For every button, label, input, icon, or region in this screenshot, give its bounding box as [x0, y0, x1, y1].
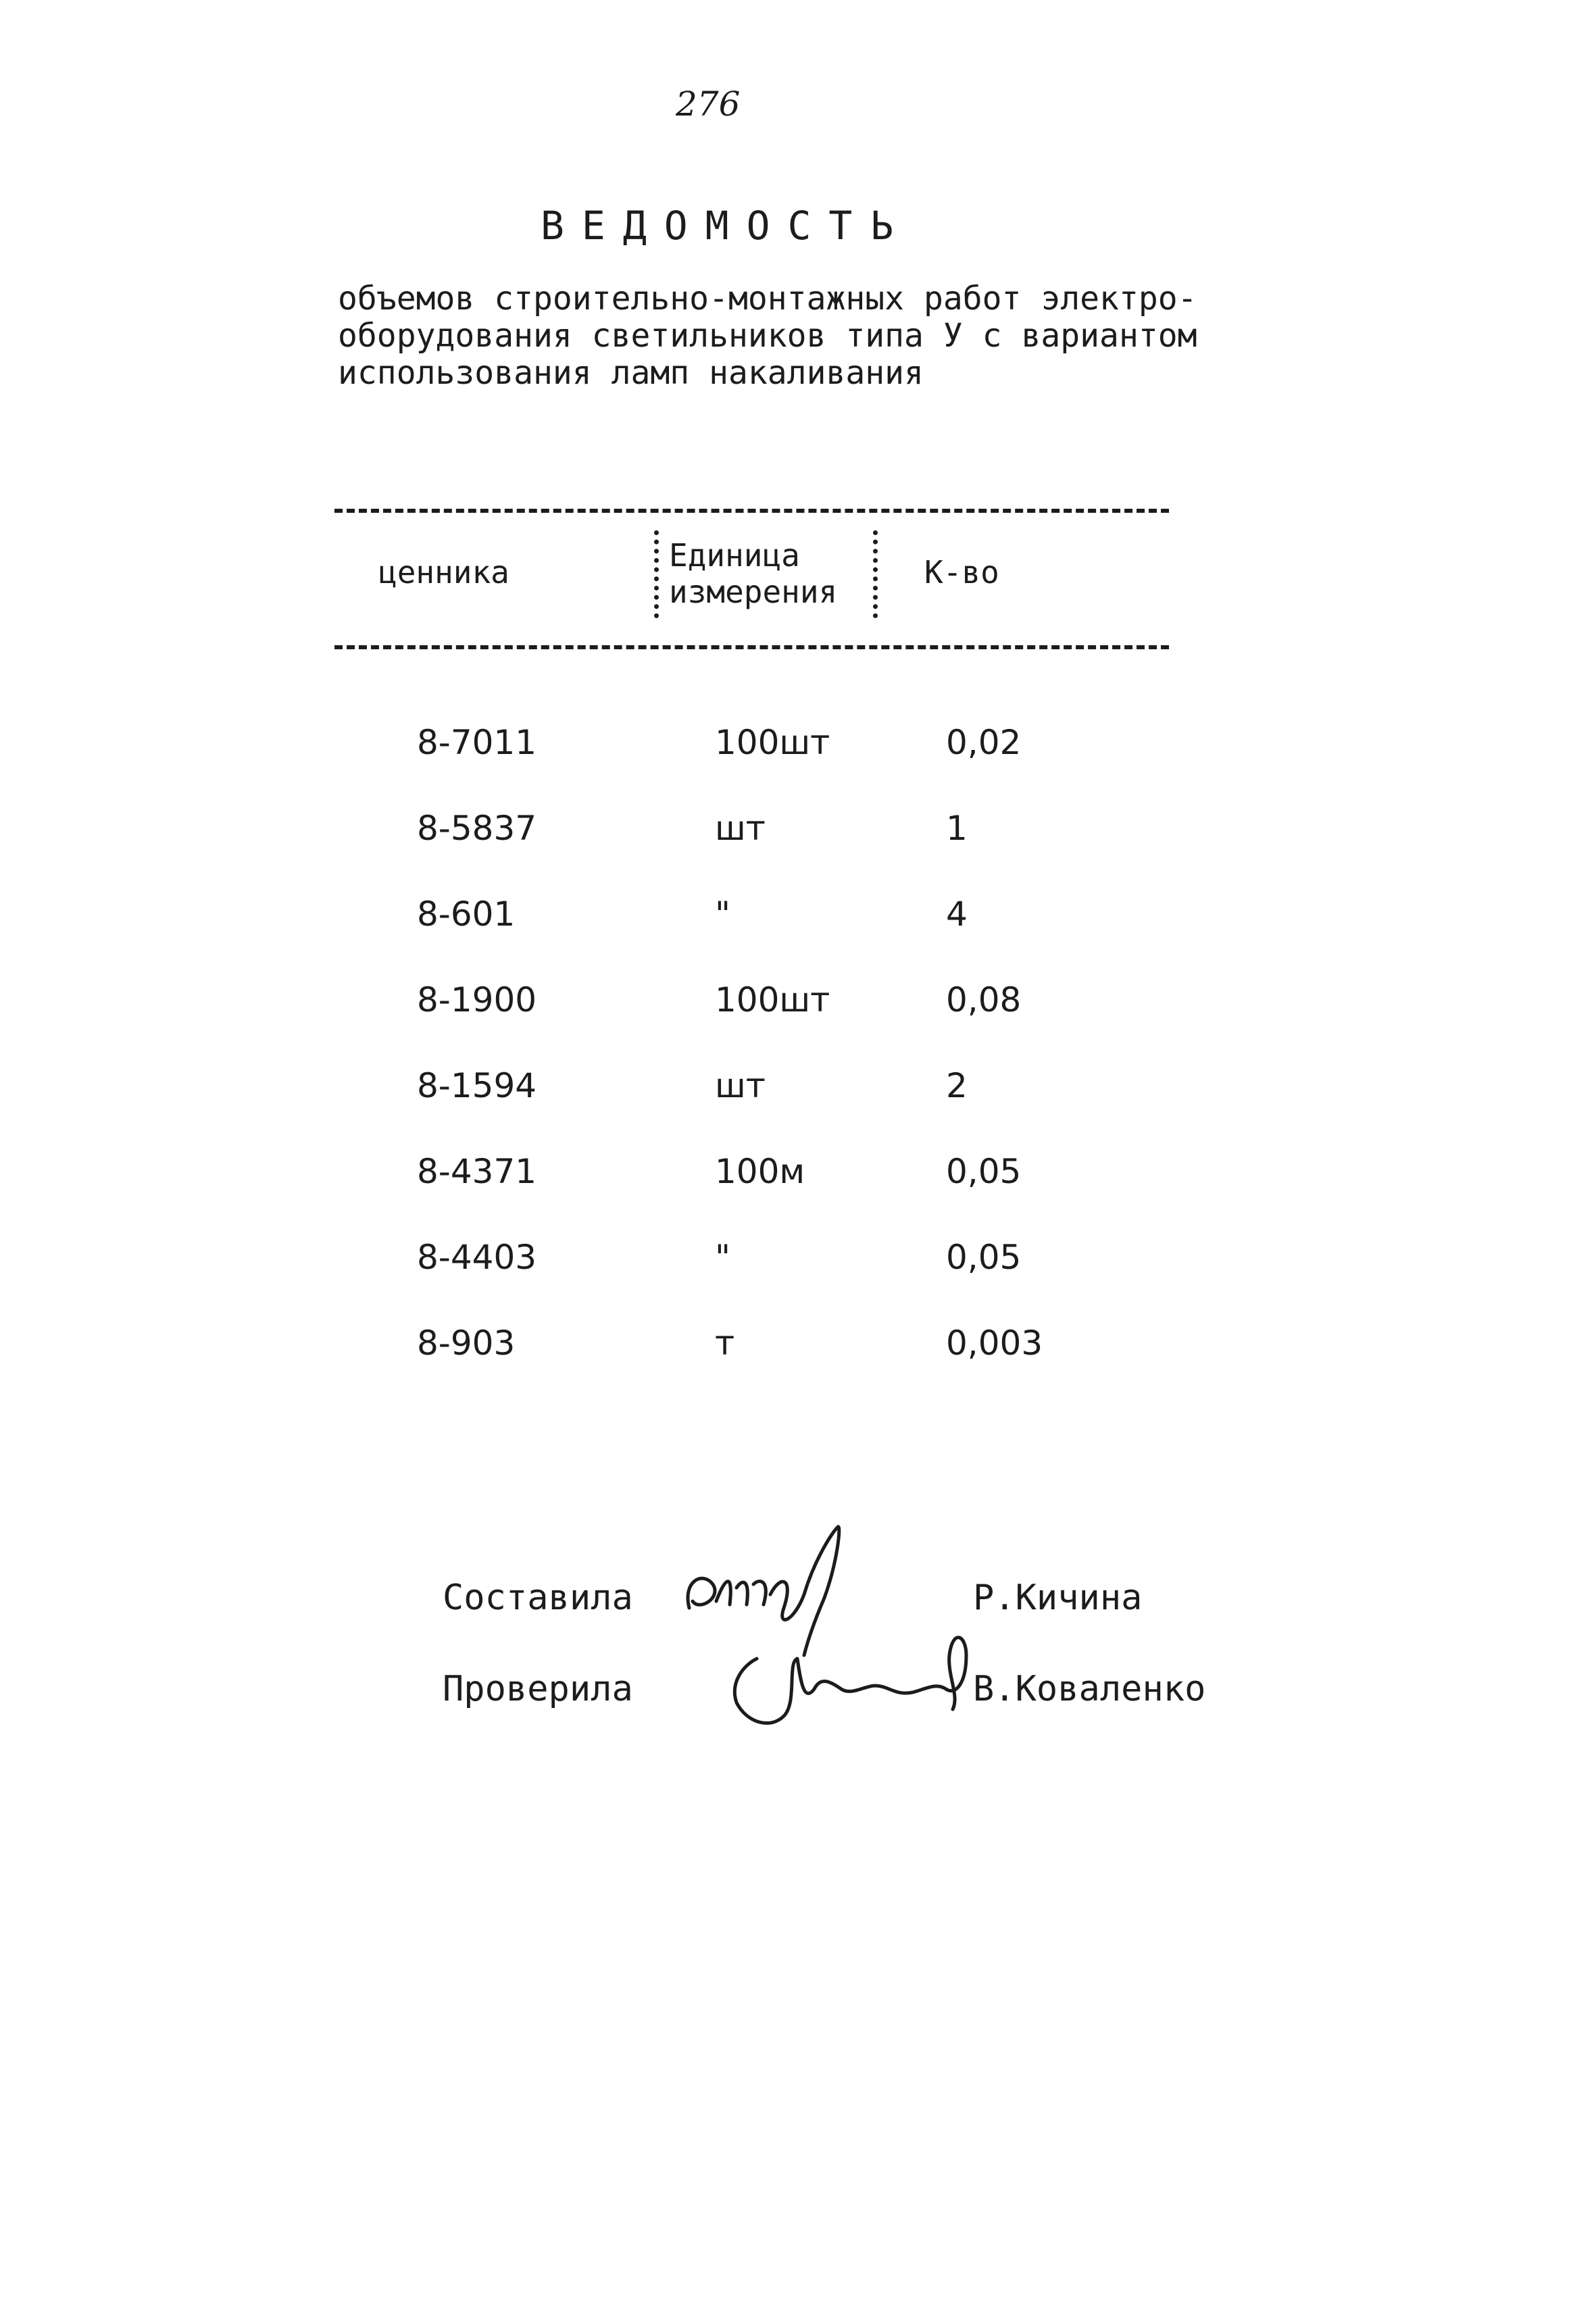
quantity: 0,05	[946, 1152, 1022, 1191]
unit-of-measure: шт	[715, 1066, 766, 1105]
document-subtitle	[338, 280, 1284, 392]
subtitle-line: использования ламп накаливания	[338, 354, 924, 392]
quantity: 0,003	[946, 1324, 1043, 1363]
checked-by-name: В.Коваленко	[973, 1669, 1206, 1709]
header-unit-line1: Единица	[669, 537, 800, 574]
compiled-by-label: Составила	[443, 1578, 633, 1618]
unit-of-measure: "	[715, 1238, 730, 1277]
quantity: 2	[946, 1066, 968, 1105]
handwritten-signatures	[669, 1520, 980, 1763]
document-title: ВЕДОМОСТЬ	[541, 203, 912, 249]
unit-of-measure: 100шт	[715, 980, 830, 1020]
quantity: 0,05	[946, 1238, 1022, 1277]
unit-of-measure: т	[715, 1324, 735, 1363]
header-unit-line2: измерения	[669, 574, 838, 610]
table-row	[0, 1238, 1596, 1285]
table-top-rule	[334, 509, 1169, 513]
price-code: 8-4371	[417, 1152, 537, 1191]
signature-checked	[734, 1638, 966, 1724]
price-code: 8-1900	[417, 980, 537, 1020]
header-divider-left	[654, 530, 659, 618]
table-row	[0, 1324, 1596, 1371]
checked-by-label: Проверила	[443, 1669, 633, 1709]
subtitle-line: оборудования светильников типа У с вариантом	[338, 317, 1197, 355]
signature-compiled	[688, 1527, 839, 1655]
table-row	[0, 1066, 1596, 1113]
quantity: 1	[946, 809, 968, 848]
header-unit	[669, 537, 837, 610]
quantity: 4	[946, 895, 968, 934]
quantity: 0,02	[946, 723, 1022, 762]
unit-of-measure: 100шт	[715, 723, 830, 762]
table-row	[0, 1152, 1596, 1199]
page-number: 276	[676, 84, 741, 124]
price-code: 8-903	[417, 1324, 516, 1363]
price-code: 8-7011	[417, 723, 537, 762]
table-row	[0, 895, 1596, 942]
table-row	[0, 723, 1596, 770]
table-header-bottom-rule	[334, 645, 1169, 649]
price-code: 8-601	[417, 895, 516, 934]
table-row	[0, 809, 1596, 856]
price-code: 8-1594	[417, 1066, 537, 1105]
unit-of-measure: 100м	[715, 1152, 805, 1191]
table-row	[0, 980, 1596, 1028]
quantity: 0,08	[946, 980, 1022, 1020]
header-price-code: ценника	[378, 554, 509, 590]
price-code: 8-5837	[417, 809, 537, 848]
header-quantity: К-во	[924, 554, 999, 590]
price-code: 8-4403	[417, 1238, 537, 1277]
header-divider-right	[873, 530, 878, 618]
subtitle-line: объемов строительно-монтажных работ электро-	[338, 280, 1197, 318]
unit-of-measure: шт	[715, 809, 766, 848]
unit-of-measure: "	[715, 895, 730, 934]
compiled-by-name: Р.Кичина	[973, 1578, 1143, 1618]
